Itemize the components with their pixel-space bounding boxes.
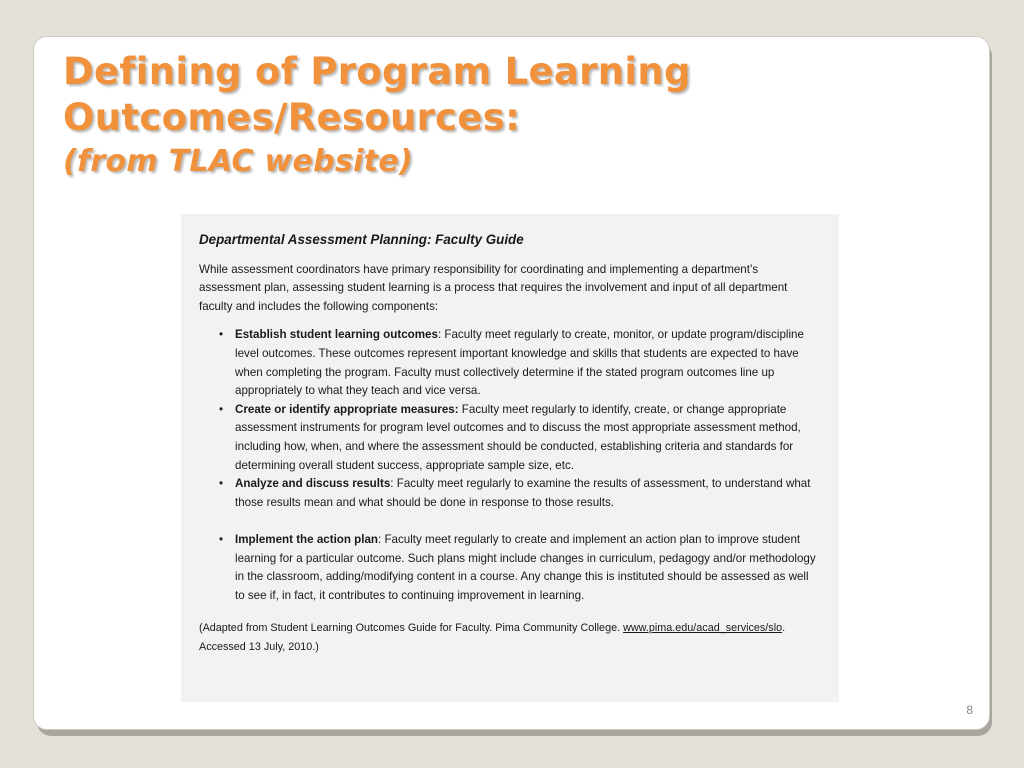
list-item [235, 326, 821, 400]
list-item [235, 531, 821, 605]
document-citation [199, 619, 821, 657]
slide [33, 36, 990, 730]
list-item [235, 475, 821, 512]
page-number: 8 [966, 703, 973, 717]
list-item-heading: Create or identify appropriate measures: [235, 402, 459, 416]
document-intro: While assessment coordinators have primary responsibility for coordinating and implementing a department’s assessment plan, assessing student learning is a process that requires the involvement and input of all department faculty and includes the following components: [199, 262, 788, 313]
document-title: Departmental Assessment Planning: Faculty Guide [199, 232, 524, 247]
title-subtitle: (from TLAC website) [63, 144, 413, 179]
list-item-heading: Implement the action plan [235, 532, 379, 546]
citation-link[interactable]: www.pima.edu/acad_services/slo [623, 622, 783, 635]
list-item-text: : Faculty meet regularly to examine the results of assessment, to understand what those results mean and what should be done in response to those results. [235, 477, 811, 509]
list-item-text: Faculty meet regularly to identify, create, or change appropriate assessment instruments for program level outcomes and to discuss the most appropriate assessment method, including how, when, and where the assessment should be conducted, establishing criteria and standards for determining overall student success, appropriate sample size, etc. [235, 402, 801, 472]
slide-title [63, 49, 943, 183]
list-item-text: : Faculty meet regularly to create, monitor, or update program/discipline level outcomes. These outcomes represent important knowledge and skills that students are expected to have when completing the program. Faculty must collectively determine if the stated program outcomes line up appropriately to what they teach and vice versa. [235, 328, 804, 398]
list-item-text: : Faculty meet regularly to create and implement an action plan to improve student learning for a particular outcome. Such plans might include changes in curriculum, pedagogy and/or methodology in the classroom, adding/modifying content in a course. Any change this is instituted should be assessed as well to see if, in fact, it contributes to continuing improvement in learning. [235, 532, 816, 602]
citation-text: (Adapted from Student Learning Outcomes Guide for Faculty. Pima Community College. [199, 622, 624, 635]
citation-suffix: . Accessed 13 July, 2010.) [199, 622, 786, 654]
document-image [181, 214, 839, 702]
list-item [235, 401, 821, 475]
title-line-2: Outcomes/Resources: [63, 96, 521, 139]
list-item-heading: Analyze and discuss results [235, 477, 391, 491]
title-line-1: Defining of Program Learning [63, 50, 691, 93]
components-list [199, 326, 821, 605]
list-item-heading: Establish student learning outcomes [235, 328, 438, 342]
